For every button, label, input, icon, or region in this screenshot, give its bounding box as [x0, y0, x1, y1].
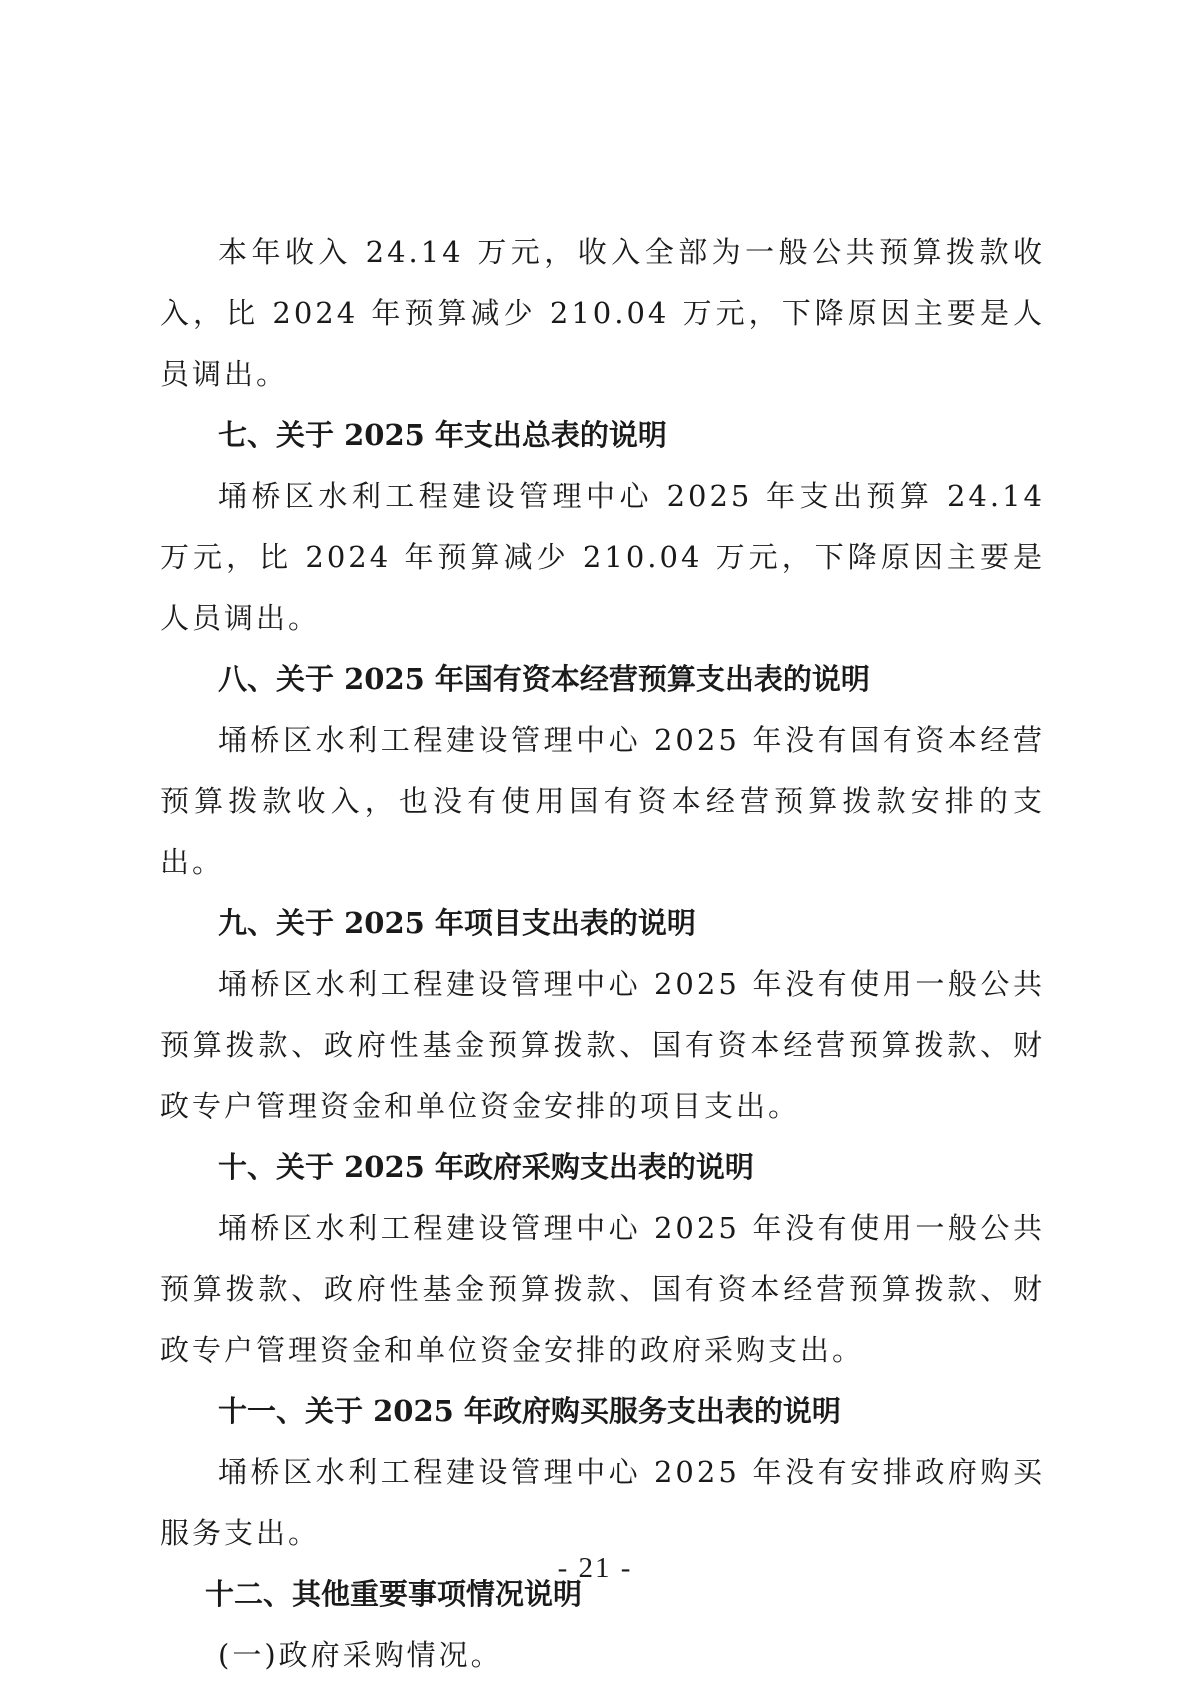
heading-section-12: 十二、其他重要事项情况说明 — [204, 1577, 582, 1611]
paragraph-section-8: 埇桥区水利工程建设管理中心 2025 年没有国有资本经营预算拨款收入，也没有使用国有资本经营预算拨款安排的支出。 — [160, 723, 1045, 879]
heading-section-8: 八、关于 2025 年国有资本经营预算支出表的说明 — [218, 662, 870, 696]
heading-section-11: 十一、关于 2025 年政府购买服务支出表的说明 — [218, 1394, 841, 1428]
page-number: - 21 - — [557, 1552, 633, 1584]
paragraph-section-11: 埇桥区水利工程建设管理中心 2025 年没有安排政府购买服务支出。 — [160, 1455, 1045, 1550]
paragraph-section-9: 埇桥区水利工程建设管理中心 2025 年没有使用一般公共预算拨款、政府性基金预算拨款、国有资本经营预算拨款、财政专户管理资金和单位资金安排的项目支出。 — [160, 967, 1045, 1123]
paragraph-income-summary: 本年收入 24.14 万元，收入全部为一般公共预算拨款收入，比 2024 年预算减少 210.04 万元，下降原因主要是人员调出。 — [160, 235, 1045, 391]
paragraph-section-10: 埇桥区水利工程建设管理中心 2025 年没有使用一般公共预算拨款、政府性基金预算拨款、国有资本经营预算拨款、财政专户管理资金和单位资金安排的政府采购支出。 — [160, 1211, 1045, 1367]
heading-section-10: 十、关于 2025 年政府采购支出表的说明 — [218, 1150, 754, 1184]
document-body — [160, 222, 1045, 1686]
heading-section-7: 七、关于 2025 年支出总表的说明 — [218, 418, 667, 452]
paragraph-section-7: 埇桥区水利工程建设管理中心 2025 年支出预算 24.14 万元，比 2024 年预算减少 210.04 万元，下降原因主要是人员调出。 — [160, 479, 1045, 635]
heading-section-9: 九、关于 2025 年项目支出表的说明 — [218, 906, 696, 940]
paragraph-section-12-item-1: (一)政府采购情况。 — [218, 1638, 503, 1672]
